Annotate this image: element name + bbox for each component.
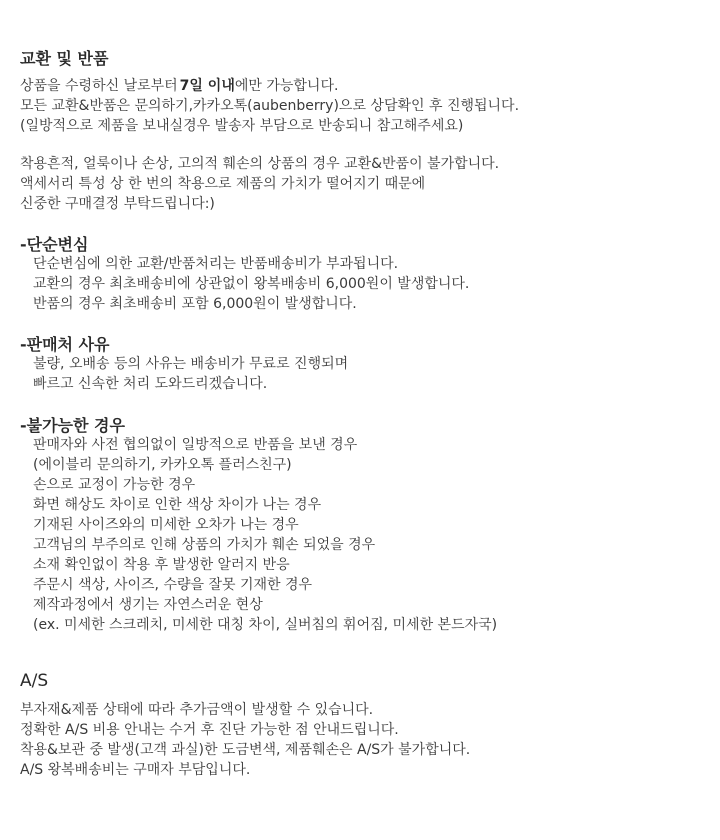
simple-change-title: -단순변심	[20, 235, 89, 254]
list-item: A/S 왕복배송비는 구매자 부담입니다.	[20, 762, 251, 778]
seller-reason-title: -판매처 사유	[20, 335, 110, 354]
accessory-line: 액세서리 특성 상 한 번의 착용으로 제품의 가치가 떨어지기 때문에	[20, 176, 426, 192]
return-period-days: 7일 이내	[179, 78, 235, 94]
as-title: A/S	[20, 671, 49, 691]
list-item: 제작과정에서 생기는 자연스러운 현상	[33, 597, 263, 613]
careful-purchase-line: 신중한 구매결정 부탁드립니다:)	[20, 196, 215, 212]
seller-reason-lines	[33, 354, 348, 394]
exchange-lines-a	[20, 76, 519, 136]
shipping-notice-line: (일방적으로 제품을 보내실경우 발송자 부담으로 반송되니 참고해주세요)	[20, 118, 464, 134]
list-item: 손으로 교정이 가능한 경우	[33, 477, 196, 493]
not-allowed-line: 착용흔적, 얼룩이나 손상, 고의적 훼손의 상품의 경우 교환&반품이 불가합니다.	[20, 156, 500, 172]
consult-line: 모든 교환&반품은 문의하기,카카오톡(aubenberry)으로 상담확인 후 진행됩니다.	[20, 98, 520, 114]
exchange-lines-b	[20, 154, 499, 214]
as-lines	[20, 700, 470, 780]
list-item: 반품의 경우 최초배송비 포함 6,000원이 발생합니다.	[33, 296, 357, 312]
list-item: 단순변심에 의한 교환/반품처리는 반품배송비가 부과됩니다.	[33, 256, 399, 272]
list-item: (에이블리 문의하기, 카카오톡 플러스친구)	[33, 457, 292, 473]
list-item: 불량, 오배송 등의 사유는 배송비가 무료로 진행되며	[33, 356, 349, 372]
not-possible-title: -불가능한 경우	[20, 416, 125, 435]
not-possible-lines	[33, 435, 497, 635]
list-item: 정확한 A/S 비용 안내는 수거 후 진단 가능한 점 안내드립니다.	[20, 722, 399, 738]
simple-change-lines	[33, 254, 469, 314]
list-item: 화면 해상도 차이로 인한 색상 차이가 나는 경우	[33, 497, 322, 513]
list-item: 부자재&제품 상태에 따라 추가금액이 발생할 수 있습니다.	[20, 702, 374, 718]
return-period-before: 상품을 수령하신 날로부터	[20, 78, 178, 94]
list-item: 착용&보관 중 발생(고객 과실)한 도금변색, 제품훼손은 A/S가 불가합니다.	[20, 742, 471, 758]
return-period-after: 에만 가능합니다.	[234, 78, 339, 94]
list-item: 기재된 사이즈와의 미세한 오차가 나는 경우	[33, 517, 299, 533]
list-item: 빠르고 신속한 처리 도와드리겠습니다.	[33, 376, 268, 392]
return-period-line	[20, 76, 519, 96]
list-item: (ex. 미세한 스크레치, 미세한 대칭 차이, 실버침의 휘어짐, 미세한 본드자국)	[33, 617, 498, 633]
list-item: 고객님의 부주의로 인해 상품의 가치가 훼손 되었을 경우	[33, 537, 376, 553]
exchange-return-title: 교환 및 반품	[20, 49, 109, 68]
list-item: 소재 확인없이 착용 후 발생한 알러지 반응	[33, 557, 290, 573]
list-item: 주문시 색상, 사이즈, 수량을 잘못 기재한 경우	[33, 577, 313, 593]
list-item: 판매자와 사전 협의없이 일방적으로 반품을 보낸 경우	[33, 437, 358, 453]
list-item: 교환의 경우 최초배송비에 상관없이 왕복배송비 6,000원이 발생합니다.	[33, 276, 470, 292]
